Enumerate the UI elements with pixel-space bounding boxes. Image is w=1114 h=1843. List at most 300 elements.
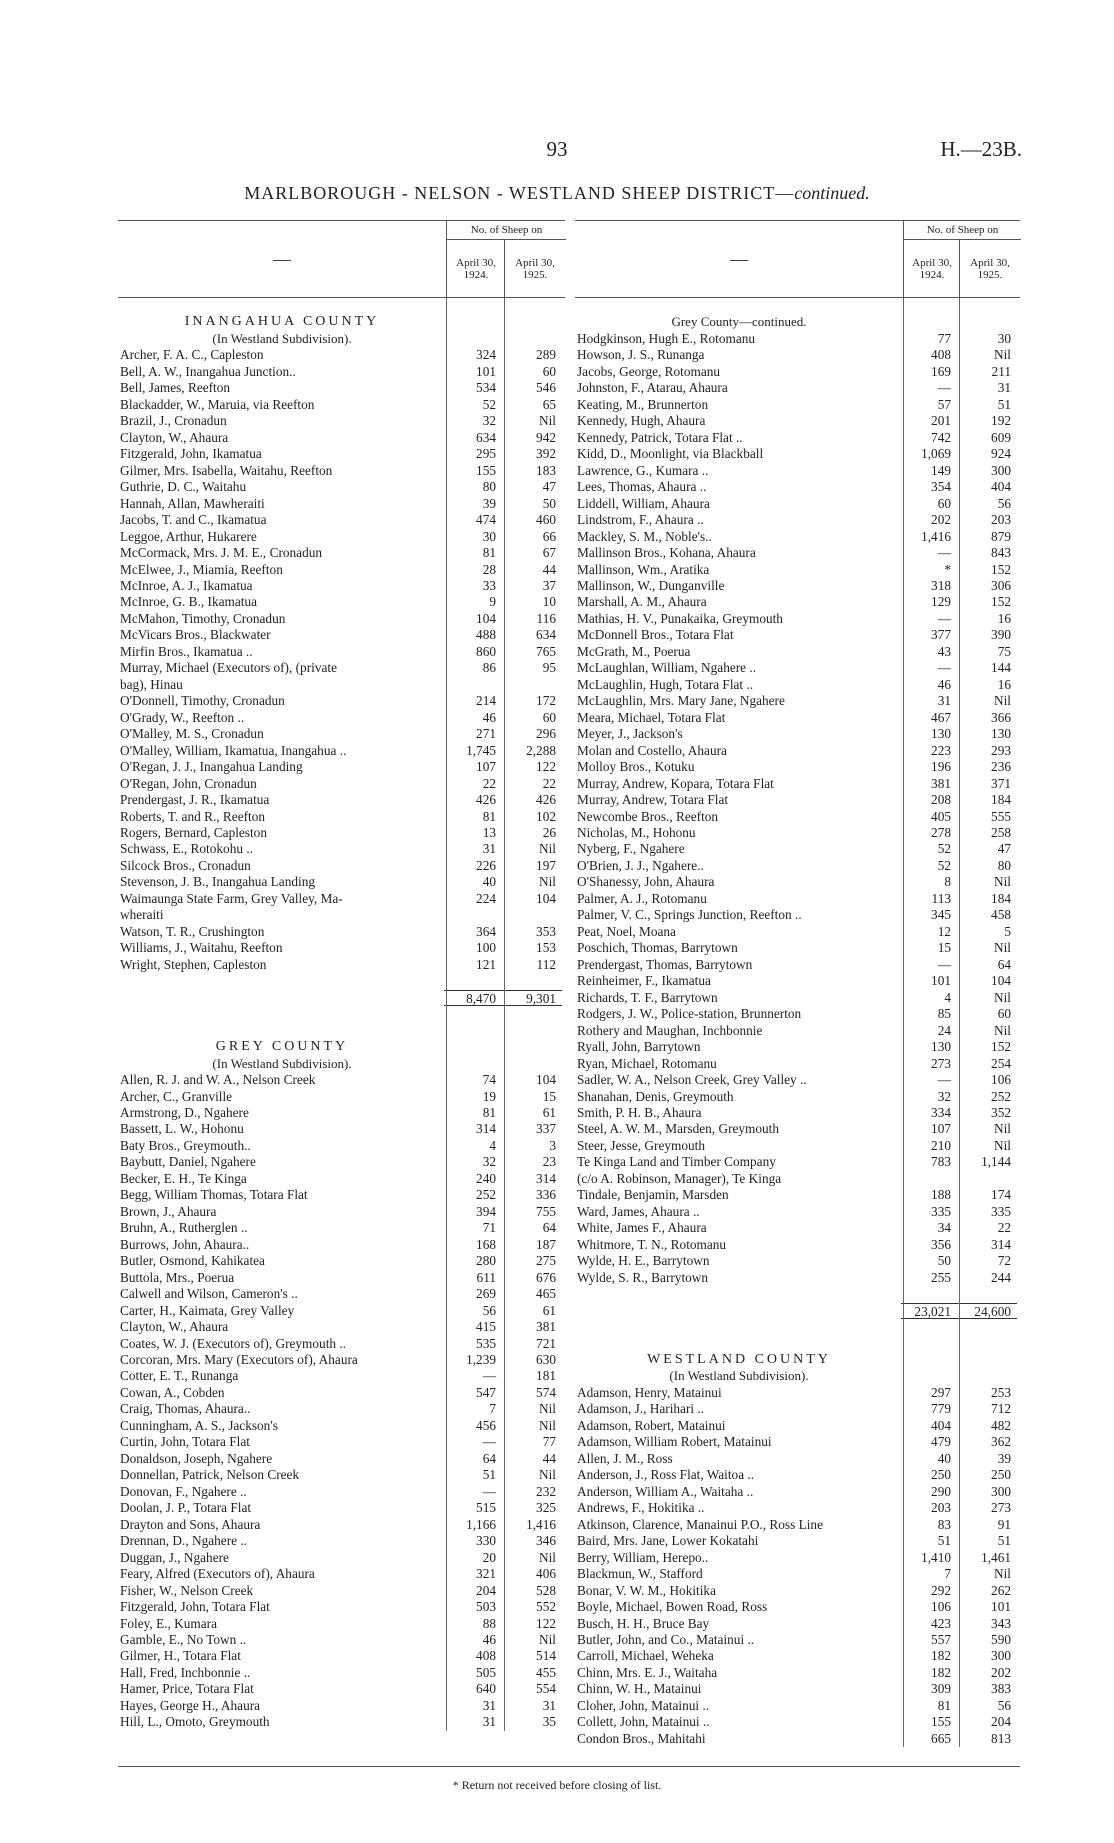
owner-name: McInroe, A. J., Ikamatua xyxy=(120,577,253,593)
sheep-1925: 3 xyxy=(549,1137,556,1153)
sheep-1924: 292 xyxy=(931,1582,951,1598)
county-subtitle xyxy=(575,1368,1020,1384)
sheep-1924: — xyxy=(482,1368,496,1384)
sheep-1924: 290 xyxy=(931,1483,951,1499)
sheep-1925: Nil xyxy=(539,1549,556,1565)
left-table-header xyxy=(118,220,565,298)
owner-name: O'Donnell, Timothy, Cronadun xyxy=(120,693,285,709)
sheep-1924: 255 xyxy=(931,1269,951,1285)
table-row xyxy=(118,1500,565,1516)
sheep-1925: 306 xyxy=(991,577,1011,593)
table-row xyxy=(575,1550,1020,1566)
table-row xyxy=(575,1121,1020,1137)
owner-name: Poschich, Thomas, Barrytown xyxy=(577,940,738,956)
table-row xyxy=(118,1385,565,1401)
table-row xyxy=(575,1698,1020,1714)
table-row xyxy=(118,1121,565,1137)
owner-name: Murray, Andrew, Totara Flat xyxy=(577,792,729,808)
sheep-1924: 51 xyxy=(482,1467,496,1483)
table-row xyxy=(118,1187,565,1203)
owner-name: Bell, A. W., Inangahua Junction.. xyxy=(120,363,296,379)
sheep-1924: 113 xyxy=(931,890,951,906)
owner-name: Peat, Noel, Moana xyxy=(577,923,676,939)
sheep-1925: 528 xyxy=(536,1582,556,1598)
sheep-1924: 640 xyxy=(476,1681,496,1697)
owner-name: Adamson, William Robert, Matainui xyxy=(577,1434,772,1450)
sheep-1925: 346 xyxy=(536,1533,556,1549)
sheep-1924: 8,470 xyxy=(444,990,502,1006)
sheep-1924: 155 xyxy=(476,462,496,478)
sheep-1925: 250 xyxy=(991,1467,1011,1483)
owner-name: Fitzgerald, John, Ikamatua xyxy=(120,446,262,462)
owner-name: Atkinson, Clarence, Manainui P.O., Ross Line xyxy=(577,1516,823,1532)
owner-name: Baybutt, Daniel, Ngahere xyxy=(120,1154,256,1170)
sheep-1925: 152 xyxy=(991,561,1011,577)
owner-name: Donovan, F., Ngahere .. xyxy=(120,1483,247,1499)
owner-name: Bell, James, Reefton xyxy=(120,380,231,396)
owner-name: Allen, J. M., Ross xyxy=(577,1450,673,1466)
spacer-row xyxy=(575,1336,1020,1352)
sheep-1924: 1,416 xyxy=(921,528,951,544)
sheep-1924: 557 xyxy=(931,1631,951,1647)
table-row xyxy=(118,562,565,578)
owner-name: O'Regan, J. J., Inangahua Landing xyxy=(120,759,303,775)
owner-name: Gamble, E., No Town .. xyxy=(120,1631,247,1647)
sheep-1924: 356 xyxy=(931,1236,951,1252)
sheep-1924: 15 xyxy=(937,940,951,956)
table-row xyxy=(118,512,565,528)
sheep-1925: 353 xyxy=(536,923,556,939)
table-row xyxy=(118,529,565,545)
table-row xyxy=(575,792,1020,808)
sheep-1925: 458 xyxy=(991,907,1011,923)
sheep-1925: 144 xyxy=(991,660,1011,676)
owner-name: Silcock Bros., Cronadun xyxy=(120,857,251,873)
sheep-1924: 31 xyxy=(482,1714,496,1730)
column-rule xyxy=(959,298,960,1747)
sheep-1925: Nil xyxy=(994,1137,1011,1153)
sheep-1925: 16 xyxy=(997,676,1011,692)
sheep-1925: 26 xyxy=(542,825,556,840)
owner-name: Hannah, Allan, Mawheraiti xyxy=(120,495,265,511)
owner-name: Lindstrom, F., Ahaura .. xyxy=(577,512,704,528)
sheep-1925: 44 xyxy=(542,1450,556,1466)
owner-name: Fitzgerald, John, Totara Flat xyxy=(120,1599,270,1615)
sheep-1924: 106 xyxy=(931,1599,951,1615)
right-table-header xyxy=(575,220,1020,298)
year-1925-header: April 30, 1925. xyxy=(959,240,1020,297)
owner-name: O'Regan, John, Cronadun xyxy=(120,775,257,791)
table-row xyxy=(118,1270,565,1286)
owner-name: Clayton, W., Ahaura xyxy=(120,429,229,445)
owner-name: Corcoran, Mrs. Mary (Executors of), Ahaura xyxy=(120,1352,358,1367)
year-1924-header: April 30, 1924. xyxy=(903,240,960,297)
table-row xyxy=(118,413,565,429)
table-row xyxy=(575,940,1020,956)
owner-name: Murray, Michael (Executors of), (private xyxy=(120,660,337,676)
sheep-1924: 46 xyxy=(482,1631,496,1647)
sheep-1924: 22 xyxy=(482,775,496,791)
sheep-1924: 505 xyxy=(476,1664,496,1680)
sheep-1924: 107 xyxy=(931,1121,951,1137)
owner-name: Nicholas, M., Hohonu xyxy=(577,825,696,840)
owner-name: Hamer, Price, Totara Flat xyxy=(120,1681,254,1697)
sheep-1925: Nil xyxy=(994,1121,1011,1137)
spacer-row xyxy=(575,1319,1020,1335)
sheep-1924: 250 xyxy=(931,1467,951,1483)
sheep-1925: Nil xyxy=(539,1417,556,1433)
table-row xyxy=(118,1550,565,1566)
owner-name: McCormack, Mrs. J. M. E., Cronadun xyxy=(120,545,323,561)
owner-name: McElwee, J., Miamia, Reefton xyxy=(120,561,283,577)
sheep-1925: 72 xyxy=(997,1253,1011,1269)
owner-name: Donnellan, Patrick, Nelson Creek xyxy=(120,1467,300,1483)
sheep-1925: 765 xyxy=(536,643,556,659)
owner-name: Duggan, J., Ngahere xyxy=(120,1549,229,1565)
owner-name: Bassett, L. W., Hohonu xyxy=(120,1121,244,1137)
table-row xyxy=(118,1286,565,1302)
owner-name: Te Kinga Land and Timber Company xyxy=(577,1154,776,1170)
column-rule xyxy=(504,298,505,1731)
table-row xyxy=(575,430,1020,446)
sheep-1925: 275 xyxy=(536,1253,556,1269)
owner-name: Smith, P. H. B., Ahaura xyxy=(577,1104,702,1120)
sheep-1925: 31 xyxy=(997,380,1011,396)
document-reference: H.—23B. xyxy=(940,137,1022,161)
sheep-1924: 28 xyxy=(482,561,496,577)
sheep-1925: Nil xyxy=(539,1467,556,1483)
sheep-1925: 104 xyxy=(536,1072,556,1088)
owner-name: McGrath, M., Poerua xyxy=(577,643,691,659)
sheep-1925: 95 xyxy=(542,660,556,676)
sheep-1924: 129 xyxy=(931,594,951,610)
sheep-1925: 325 xyxy=(536,1500,556,1516)
table-row xyxy=(118,874,565,890)
sheep-1924: 77 xyxy=(937,330,951,346)
table-row xyxy=(575,1517,1020,1533)
sheep-1925: 130 xyxy=(991,726,1011,742)
sheep-1924: 1,239 xyxy=(466,1352,496,1367)
sheep-1924: 7 xyxy=(489,1401,496,1417)
owner-name: Prendergast, J. R., Ikamatua xyxy=(120,792,270,808)
sheep-1924: 208 xyxy=(931,792,951,808)
sheep-1924: 71 xyxy=(482,1220,496,1236)
table-row xyxy=(575,397,1020,413)
owner-name: Palmer, A. J., Rotomanu xyxy=(577,890,707,906)
sheep-1925: 258 xyxy=(991,825,1011,840)
table-row xyxy=(118,1648,565,1664)
sheep-1925: 77 xyxy=(542,1434,556,1450)
sheep-1925: 371 xyxy=(991,775,1011,791)
sheep-1925: 262 xyxy=(991,1582,1011,1598)
sheep-1925: 232 xyxy=(536,1483,556,1499)
sheep-1925: 273 xyxy=(991,1500,1011,1516)
title-text: GREY COUNTY xyxy=(215,1039,349,1055)
sheep-1925: 187 xyxy=(536,1236,556,1252)
sheep-1924: 297 xyxy=(931,1384,951,1400)
sheep-1924: — xyxy=(482,1434,496,1450)
sheep-1925: 101 xyxy=(991,1599,1011,1615)
sheep-1925: 37 xyxy=(542,577,556,593)
owner-name: Allen, R. J. and W. A., Nelson Creek xyxy=(120,1072,316,1088)
owner-name: Liddell, William, Ahaura xyxy=(577,495,710,511)
title-text: WESTLAND COUNTY xyxy=(647,1352,831,1367)
table-row xyxy=(575,627,1020,643)
sheep-1924: 203 xyxy=(931,1500,951,1516)
owner-name: Armstrong, D., Ngahere xyxy=(120,1104,249,1120)
sheep-1924: 408 xyxy=(931,347,951,363)
owner-name: Wright, Stephen, Capleston xyxy=(120,956,267,972)
sheep-1925: 66 xyxy=(542,528,556,544)
sheep-1924: 52 xyxy=(482,396,496,412)
owner-name: McMahon, Timothy, Cronadun xyxy=(120,610,286,626)
sheep-1925: 300 xyxy=(991,462,1011,478)
owner-name: Whitmore, T. N., Rotomanu xyxy=(577,1236,727,1252)
sheep-1925: Nil xyxy=(539,413,556,429)
sheep-1925: 244 xyxy=(991,1269,1011,1285)
sheep-1925: Nil xyxy=(994,874,1011,890)
table-row xyxy=(575,594,1020,610)
sheep-1924: 188 xyxy=(931,1187,951,1203)
sheep-1924: 23,021 xyxy=(901,1303,957,1319)
sheep-1924: 13 xyxy=(482,825,496,840)
sheep-1925: 50 xyxy=(542,495,556,511)
sheep-1925: Nil xyxy=(994,693,1011,709)
sheep-1925: 61 xyxy=(542,1104,556,1120)
table-row xyxy=(575,891,1020,907)
sheep-1924: 83 xyxy=(937,1516,951,1532)
owner-name: Becker, E. H., Te Kinga xyxy=(120,1170,247,1186)
sheep-1925 xyxy=(502,907,562,923)
table-row xyxy=(118,1714,565,1730)
sheep-1925: 184 xyxy=(991,792,1011,808)
sheep-1924: 665 xyxy=(931,1730,951,1746)
table-row xyxy=(575,743,1020,759)
table-row xyxy=(118,792,565,808)
name-column-header: — xyxy=(730,249,748,269)
sheep-1924: 280 xyxy=(476,1253,496,1269)
owner-name: Carter, H., Kaimata, Grey Valley xyxy=(120,1302,295,1318)
owner-name: Brazil, J., Cronadun xyxy=(120,413,227,429)
table-row xyxy=(118,1599,565,1615)
sheep-1925: 35 xyxy=(542,1714,556,1730)
sheep-1924: 377 xyxy=(931,627,951,643)
table-row xyxy=(575,529,1020,545)
owner-name: Molan and Costello, Ahaura xyxy=(577,742,727,758)
owner-name: Clayton, W., Ahaura xyxy=(120,1319,229,1335)
sheep-1924: 4 xyxy=(944,989,951,1005)
sheep-1925: 426 xyxy=(536,792,556,808)
table-row xyxy=(118,364,565,380)
table-row xyxy=(118,1517,565,1533)
owner-name: Carroll, Michael, Weheka xyxy=(577,1648,714,1664)
owner-name: Anderson, J., Ross Flat, Waitoa .. xyxy=(577,1467,755,1483)
sheep-1924: 80 xyxy=(482,479,496,495)
sheep-1924: — xyxy=(937,545,951,561)
owner-name: Baty Bros., Greymouth.. xyxy=(120,1137,251,1153)
sheep-1924: 101 xyxy=(931,973,951,989)
sheep-1924: 104 xyxy=(476,610,496,626)
cont-text: Grey County—continued. xyxy=(671,314,807,330)
sheep-1925: 122 xyxy=(536,759,556,775)
sheep-1925: 31 xyxy=(542,1697,556,1713)
sheep-1924: 56 xyxy=(482,1302,496,1318)
owner-name: Hayes, George H., Ahaura xyxy=(120,1697,261,1713)
sheep-1925: 296 xyxy=(536,726,556,742)
table-row xyxy=(575,1467,1020,1483)
table-row xyxy=(118,710,565,726)
sheep-1925: 813 xyxy=(991,1730,1011,1746)
table-row xyxy=(118,1401,565,1417)
sheep-1925: 183 xyxy=(536,462,556,478)
table-row xyxy=(118,1418,565,1434)
sheep-1924: 345 xyxy=(931,907,951,923)
sheep-1924: 101 xyxy=(476,363,496,379)
owner-name: Wylde, H. E., Barrytown xyxy=(577,1253,710,1269)
sheep-1925: 366 xyxy=(991,709,1011,725)
table-row xyxy=(575,1105,1020,1121)
table-row xyxy=(118,809,565,825)
table-row xyxy=(575,1418,1020,1434)
total-row xyxy=(575,1303,1020,1319)
sheep-1924: 201 xyxy=(931,413,951,429)
sheep-1924: 74 xyxy=(482,1072,496,1088)
spacer-row xyxy=(575,1286,1020,1302)
table-row xyxy=(118,1434,565,1450)
table-row xyxy=(575,1187,1020,1203)
sheep-1924: 85 xyxy=(937,1006,951,1022)
sheep-1925: 47 xyxy=(542,479,556,495)
sheep-1925: 47 xyxy=(997,841,1011,857)
owner-name: Sadler, W. A., Nelson Creek, Grey Valley .. xyxy=(577,1072,807,1088)
sheep-1924: 1,166 xyxy=(466,1516,496,1532)
table-row xyxy=(575,463,1020,479)
sheep-1925: 39 xyxy=(997,1450,1011,1466)
owner-name: Rogers, Bernard, Capleston xyxy=(120,825,267,840)
sheep-1924: 467 xyxy=(931,709,951,725)
sheep-1924: 20 xyxy=(482,1549,496,1565)
table-row xyxy=(575,413,1020,429)
owner-name: Fisher, W., Nelson Creek xyxy=(120,1582,254,1598)
sheep-1925: 390 xyxy=(991,627,1011,643)
owner-name: Mathias, H. V., Punakaika, Greymouth xyxy=(577,610,783,626)
sheep-1924: 9 xyxy=(489,594,496,610)
table-row xyxy=(575,1204,1020,1220)
sheep-1924: 474 xyxy=(476,512,496,528)
sheep-1925: 1,461 xyxy=(981,1549,1011,1565)
owner-name: Cloher, John, Matainui .. xyxy=(577,1697,710,1713)
sheep-1925: Nil xyxy=(539,841,556,857)
sheep-1925: 362 xyxy=(991,1434,1011,1450)
sheep-1924: 130 xyxy=(931,1039,951,1055)
sheep-1925: 236 xyxy=(991,759,1011,775)
table-row xyxy=(575,1616,1020,1632)
owner-name: Kennedy, Hugh, Ahaura xyxy=(577,413,706,429)
table-row xyxy=(118,891,565,907)
table-row xyxy=(575,1533,1020,1549)
sheep-1925: Nil xyxy=(539,1401,556,1417)
sheep-1924: 32 xyxy=(482,413,496,429)
sheep-1924: 40 xyxy=(482,874,496,890)
sheep-1924: 121 xyxy=(476,956,496,972)
sheep-1925: Nil xyxy=(994,989,1011,1005)
sheep-1925: 153 xyxy=(536,940,556,956)
sheep-1925: 56 xyxy=(997,495,1011,511)
table-row xyxy=(575,562,1020,578)
sheep-1925: 843 xyxy=(991,545,1011,561)
owner-name: McVicars Bros., Blackwater xyxy=(120,627,271,643)
owner-name: Condon Bros., Mahitahi xyxy=(577,1730,706,1746)
sheep-1925: 555 xyxy=(991,808,1011,824)
sheep-1924: 488 xyxy=(476,627,496,643)
owner-name: Hodgkinson, Hugh E., Rotomanu xyxy=(577,330,756,346)
spacer-row xyxy=(118,973,565,989)
sheep-1924 xyxy=(444,677,502,693)
sheep-1925: 879 xyxy=(991,528,1011,544)
sheep-1925: 51 xyxy=(997,396,1011,412)
sheep-1925: 104 xyxy=(991,973,1011,989)
sheep-1925: 514 xyxy=(536,1648,556,1664)
sheep-1924: 503 xyxy=(476,1599,496,1615)
owner-name: Richards, T. F., Barrytown xyxy=(577,989,718,1005)
table-row xyxy=(575,1253,1020,1269)
owner-name: Buttola, Mrs., Poerua xyxy=(120,1269,235,1285)
sheep-1925: 104 xyxy=(536,890,556,906)
owner-name: Shanahan, Denis, Greymouth xyxy=(577,1088,734,1104)
table-row xyxy=(118,1566,565,1582)
owner-name: Collett, John, Matainui .. xyxy=(577,1714,710,1730)
owner-name: Watson, T. R., Crushington xyxy=(120,923,265,939)
owner-name: Calwell and Wilson, Cameron's .. xyxy=(120,1286,298,1302)
column-rule xyxy=(903,298,904,1747)
sheep-1924: 1,069 xyxy=(921,446,951,462)
table-row xyxy=(118,743,565,759)
left-table xyxy=(118,220,565,1731)
sheep-1925: 336 xyxy=(536,1187,556,1203)
total-row xyxy=(118,990,565,1006)
table-row xyxy=(118,1352,565,1368)
sheep-1925: 44 xyxy=(542,561,556,577)
owner-name: Howson, J. S., Runanga xyxy=(577,347,705,363)
owner-name: McDonnell Bros., Totara Flat xyxy=(577,627,734,643)
sheep-1924: 405 xyxy=(931,808,951,824)
sheep-1924: 426 xyxy=(476,792,496,808)
table-row xyxy=(575,1632,1020,1648)
sheep-1924: 51 xyxy=(937,1533,951,1549)
sheep-1925: 56 xyxy=(997,1697,1011,1713)
table-row xyxy=(118,1171,565,1187)
owner-name: Johnston, F., Atarau, Ahaura xyxy=(577,380,728,396)
right-table xyxy=(575,220,1020,1747)
sheep-1924: 321 xyxy=(476,1566,496,1582)
table-row xyxy=(575,545,1020,561)
sheep-1924: 81 xyxy=(482,1104,496,1120)
owner-name: Nyberg, F., Ngahere xyxy=(577,841,685,857)
sheep-1925: 64 xyxy=(542,1220,556,1236)
owner-name: Roberts, T. and R., Reefton xyxy=(120,808,266,824)
table-row xyxy=(118,1467,565,1483)
table-row xyxy=(575,726,1020,742)
owner-name: Ward, James, Ahaura .. xyxy=(577,1203,700,1219)
table-row xyxy=(118,1368,565,1384)
table-row xyxy=(118,1319,565,1335)
owner-name: Drayton and Sons, Ahaura xyxy=(120,1516,261,1532)
owner-name: wheraiti xyxy=(120,907,164,923)
owner-name: Busch, H. H., Bruce Bay xyxy=(577,1615,710,1631)
sheep-1924: 415 xyxy=(476,1319,496,1335)
table-row xyxy=(575,446,1020,462)
owner-name: Guthrie, D. C., Waitahu xyxy=(120,479,247,495)
